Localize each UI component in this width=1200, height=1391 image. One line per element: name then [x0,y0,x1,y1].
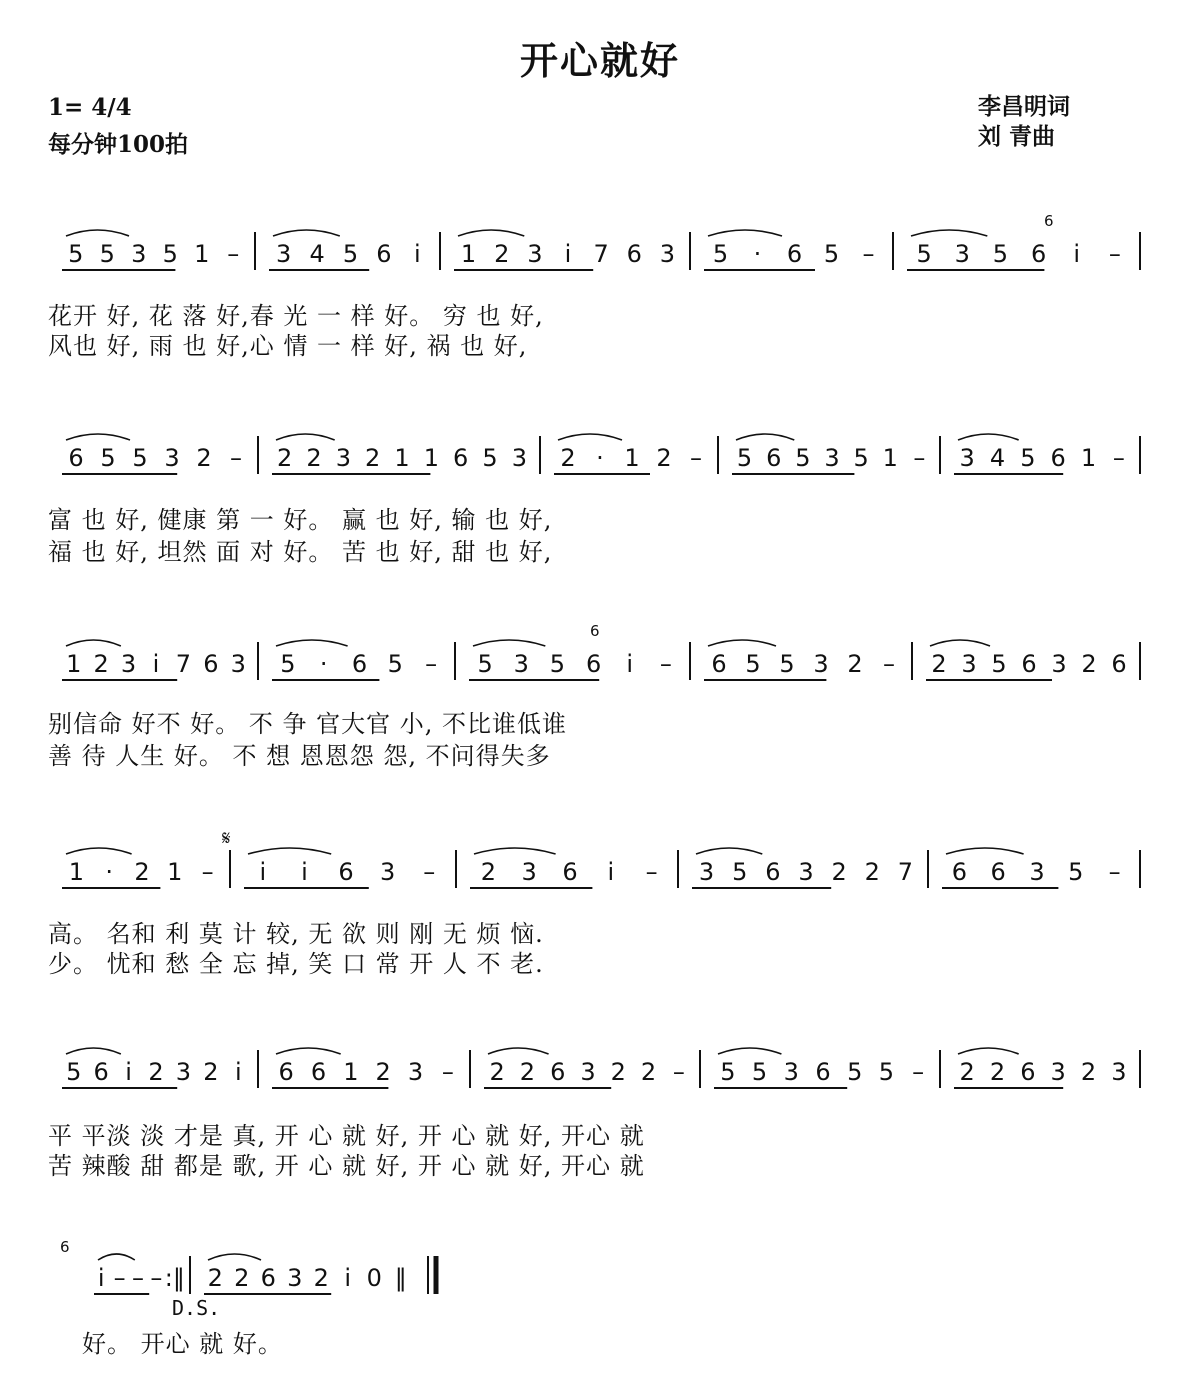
note-4-4-4: 2 [1080,1058,1097,1086]
note-5-0-0: i [97,1264,105,1292]
slur-arc [473,640,545,646]
note-3-4-2: 3 [1029,858,1045,886]
jianpu-notation [60,212,1140,1294]
note-1-1-0: 2 [277,444,293,472]
lyrics-line-1-verse-2: 风也 好, 雨 也 好,心 情 一 样 好, 祸 也 好, [48,332,528,360]
note-5-1-4: 2 [313,1264,329,1292]
slur-arc [66,640,121,646]
note-4-0-4: 3 [175,1058,192,1086]
note-1-3-5: 1 [882,444,898,472]
note-1-1-4: 1 [394,444,410,472]
note-4-2-4: 2 [610,1058,626,1086]
note-2-3-1: 5 [745,650,761,678]
note-0-0-0: 5 [68,240,84,268]
grace-note-0: 6 [1044,212,1054,230]
note-2-3-5: – [883,650,895,678]
note-0-3-0: 5 [712,240,729,268]
note-1-1-6: 6 [453,444,469,472]
note-3-1-4: – [423,858,436,886]
note-2-1-1: · [319,650,328,678]
key-time-signature: 1= 4/4 [48,94,132,121]
slur-arc [474,848,556,854]
note-2-2-2: 5 [549,650,566,678]
slur-arc [66,848,132,854]
composer-credit: 刘 青曲 [978,123,1056,150]
lyrics-line-4-verse-1: 高。 名和 利 莫 计 较, 无 欲 则 刚 无 烦 恼. [48,920,544,948]
note-4-4-3: 3 [1050,1058,1066,1086]
note-0-3-4: – [862,240,875,268]
slur-arc [708,640,776,646]
note-1-4-4: 1 [1080,444,1097,472]
note-0-4-3: 6 [1030,240,1047,268]
note-1-1-8: 3 [511,444,527,472]
slur-arc [66,230,129,236]
slur-arc [276,434,335,440]
lyrics-line-4-verse-2: 少。 忧和 愁 全 忘 掉, 笑 口 常 开 人 不 老. [48,950,544,978]
note-1-1-5: 1 [423,444,439,472]
note-0-0-4: 1 [194,240,210,268]
slur-arc [930,640,990,646]
slur-arc [273,230,340,236]
note-3-0-2: 2 [134,858,150,886]
note-4-0-5: 2 [203,1058,219,1086]
note-5-1-5: i [344,1264,352,1292]
ds-marking: D.S. [172,1296,221,1320]
note-0-3-1: · [753,240,762,268]
note-2-4-1: 3 [961,650,977,678]
slur-arc [458,230,524,236]
note-1-1-3: 2 [365,444,381,472]
slur-arc [98,1254,135,1260]
note-4-1-4: 3 [407,1058,424,1086]
note-4-3-4: 5 [847,1058,863,1086]
slur-arc [696,848,762,854]
note-2-1-4: – [425,650,438,678]
note-1-2-2: 1 [624,444,640,472]
note-4-0-1: 6 [93,1058,109,1086]
note-2-3-3: 3 [813,650,829,678]
note-1-0-4: 2 [196,444,212,472]
note-2-4-3: 6 [1021,650,1037,678]
note-3-1-3: 3 [379,858,396,886]
note-3-3-2: 6 [765,858,781,886]
note-4-1-1: 6 [310,1058,327,1086]
note-1-2-3: 2 [656,444,672,472]
note-2-4-6: 6 [1111,650,1127,678]
note-1-1-1: 2 [306,444,322,472]
grace-note-1: 6 [590,622,600,640]
note-4-0-0: 5 [66,1058,82,1086]
note-2-1-3: 5 [387,650,403,678]
note-3-1-2: 6 [338,858,354,886]
note-4-3-6: – [912,1058,925,1086]
note-1-4-5: – [1112,444,1125,472]
note-2-3-2: 5 [779,650,795,678]
note-1-4-1: 4 [989,444,1006,472]
slur-arc [208,1254,261,1260]
note-1-0-0: 6 [68,444,84,472]
note-2-0-3: i [152,650,160,678]
note-2-1-2: 6 [351,650,368,678]
slur-arc [488,1048,549,1054]
note-1-4-2: 5 [1020,444,1036,472]
note-4-2-5: 2 [640,1058,657,1086]
note-2-3-0: 6 [711,650,727,678]
note-0-2-5: 6 [626,240,642,268]
slur-arc [276,640,348,646]
note-1-3-0: 5 [736,444,753,472]
note-1-1-2: 3 [335,444,351,472]
note-2-2-4: i [626,650,634,678]
note-3-0-1: · [105,858,114,886]
note-4-0-2: i [125,1058,132,1086]
slur-arc [66,434,130,440]
note-4-3-5: 5 [878,1058,895,1086]
note-0-0-3: 5 [162,240,178,268]
note-0-3-2: 6 [786,240,803,268]
note-0-1-3: 6 [376,240,392,268]
tempo-marking: 每分钟100拍 [48,131,189,158]
note-4-3-2: 3 [783,1058,799,1086]
note-5-0-1: – [113,1264,126,1292]
slur-arc [736,434,794,440]
note-2-4-5: 2 [1081,650,1097,678]
note-3-2-1: 3 [521,858,537,886]
note-1-3-4: 5 [853,444,869,472]
note-4-1-5: – [441,1058,454,1086]
note-3-2-4: – [645,858,658,886]
note-3-2-3: i [607,858,615,886]
note-0-4-0: 5 [916,240,932,268]
note-3-3-3: 3 [798,858,814,886]
note-3-2-2: 6 [562,858,578,886]
note-3-0-4: – [201,858,214,886]
note-2-0-6: 3 [230,650,246,678]
note-4-3-0: 5 [720,1058,736,1086]
slur-arc [958,434,1019,440]
note-5-1-6: 0 [366,1264,382,1292]
note-2-4-2: 5 [991,650,1007,678]
note-3-0-0: 1 [68,858,85,886]
note-1-2-1: · [596,444,604,472]
note-1-0-2: 5 [132,444,148,472]
note-1-1-7: 5 [482,444,498,472]
note-2-1-0: 5 [280,650,296,678]
lyrics-line-2-verse-2: 福 也 好, 坦然 面 对 好。 苦 也 好, 甜 也 好, [48,538,553,566]
note-0-0-2: 3 [131,240,147,268]
note-0-1-4: i [413,240,421,268]
note-4-3-1: 5 [751,1058,768,1086]
note-2-4-4: 3 [1051,650,1067,678]
lyrics-line-3-verse-2: 善 待 人生 好。 不 想 恩恩怨 怨, 不问得失多 [48,742,551,770]
lyrics-line-6: 好。 开心 就 好。 [82,1330,283,1358]
note-3-0-3: 1 [167,858,183,886]
slur-arc [276,1048,341,1054]
note-2-3-4: 2 [847,650,863,678]
note-4-4-0: 2 [959,1058,975,1086]
note-3-3-4: 2 [831,858,847,886]
note-1-4-3: 6 [1050,444,1066,472]
note-2-0-0: 1 [66,650,82,678]
note-4-0-3: 2 [148,1058,164,1086]
note-4-0-6: i [234,1058,242,1086]
note-4-2-2: 6 [550,1058,566,1086]
note-5-0-3: – [150,1264,163,1292]
note-1-2-0: 2 [560,444,576,472]
note-1-3-3: 3 [824,444,840,472]
note-4-4-1: 2 [989,1058,1006,1086]
note-0-2-4: 7 [593,240,609,268]
note-0-4-1: 3 [954,240,970,268]
note-0-2-6: 3 [659,240,676,268]
lyrics-line-2-verse-1: 富 也 好, 健康 第 一 好。 赢 也 好, 输 也 好, [48,506,553,534]
slur-arc [558,434,622,440]
note-5-1-3: 3 [287,1264,303,1292]
note-4-4-2: 6 [1020,1058,1036,1086]
song-title: 开心就好 [519,39,680,83]
note-4-3-3: 6 [815,1058,831,1086]
slur-arc [911,230,987,236]
note-0-1-1: 4 [309,240,325,268]
slur-arc [248,848,331,854]
note-4-1-3: 2 [375,1058,391,1086]
note-1-3-1: 6 [766,444,782,472]
note-5-1-2: 6 [260,1264,276,1292]
note-3-1-1: i [301,858,308,886]
note-2-0-4: 7 [175,650,192,678]
note-2-4-0: 2 [931,650,947,678]
note-4-1-0: 6 [278,1058,294,1086]
note-4-2-3: 3 [580,1058,596,1086]
note-4-4-5: 3 [1111,1058,1127,1086]
segno-icon: 𝄋 [222,826,231,850]
note-3-4-0: 6 [951,858,968,886]
note-0-2-0: 1 [460,240,477,268]
note-2-2-5: – [659,650,672,678]
note-1-3-2: 5 [795,444,811,472]
note-0-2-3: i [564,240,572,268]
lyricist-credit: 李昌明词 [978,93,1070,120]
note-1-3-6: – [913,444,926,472]
note-3-3-5: 2 [864,858,880,886]
note-1-0-1: 5 [100,444,116,472]
note-0-3-3: 5 [823,240,840,268]
note-2-2-3: 6 [585,650,602,678]
note-4-2-1: 2 [519,1058,536,1086]
note-5-0-4: :‖ [164,1264,185,1292]
note-0-4-5: – [1108,240,1121,268]
note-0-0-5: – [227,240,240,268]
note-3-3-1: 5 [732,858,748,886]
note-3-3-6: 7 [897,858,914,886]
slur-arc [946,848,1024,854]
note-3-3-0: 3 [698,858,715,886]
lyrics-line-1-verse-1: 花开 好, 花 落 好,春 光 一 样 好。 穷 也 好, [48,302,544,330]
slur-arc [66,1048,121,1054]
note-0-1-0: 3 [276,240,292,268]
note-5-1-0: 2 [207,1264,223,1292]
note-5-1-7: ‖ [394,1264,407,1292]
note-3-1-0: i [259,858,267,886]
grace-note-2: 6 [60,1238,70,1256]
note-5-1-1: 2 [234,1264,250,1292]
lyrics-line-5-verse-2: 苦 辣酸 甜 都是 歌, 开 心 就 好, 开 心 就 好, 开心 就 [48,1152,645,1180]
note-2-0-1: 2 [93,650,109,678]
note-3-4-4: – [1108,858,1121,886]
note-3-4-3: 5 [1068,858,1084,886]
note-0-2-1: 2 [494,240,510,268]
slur-arc [718,1048,781,1054]
note-4-1-2: 1 [343,1058,359,1086]
note-0-0-1: 5 [99,240,115,268]
note-0-4-2: 5 [992,240,1009,268]
slur-arc [958,1048,1019,1054]
note-0-1-2: 5 [342,240,359,268]
note-2-2-1: 3 [513,650,529,678]
note-1-2-4: – [690,444,702,472]
note-2-0-5: 6 [203,650,219,678]
note-3-4-1: 6 [990,858,1006,886]
slur-arc [708,230,782,236]
note-2-2-0: 5 [477,650,493,678]
note-1-0-3: 3 [164,444,180,472]
note-4-2-6: – [672,1058,685,1086]
note-0-4-4: i [1073,240,1081,268]
note-1-0-5: – [230,444,242,472]
note-5-0-2: – [132,1264,144,1292]
note-4-2-0: 2 [489,1058,505,1086]
lyrics-line-3-verse-1: 别信命 好不 好。 不 争 官大官 小, 不比谁低谁 [48,710,568,738]
note-1-4-0: 3 [959,444,975,472]
lyrics-line-5-verse-1: 平 平淡 淡 才是 真, 开 心 就 好, 开 心 就 好, 开心 就 [48,1122,645,1150]
note-0-2-2: 3 [527,240,543,268]
note-3-2-0: 2 [480,858,497,886]
note-2-0-2: 3 [120,650,137,678]
